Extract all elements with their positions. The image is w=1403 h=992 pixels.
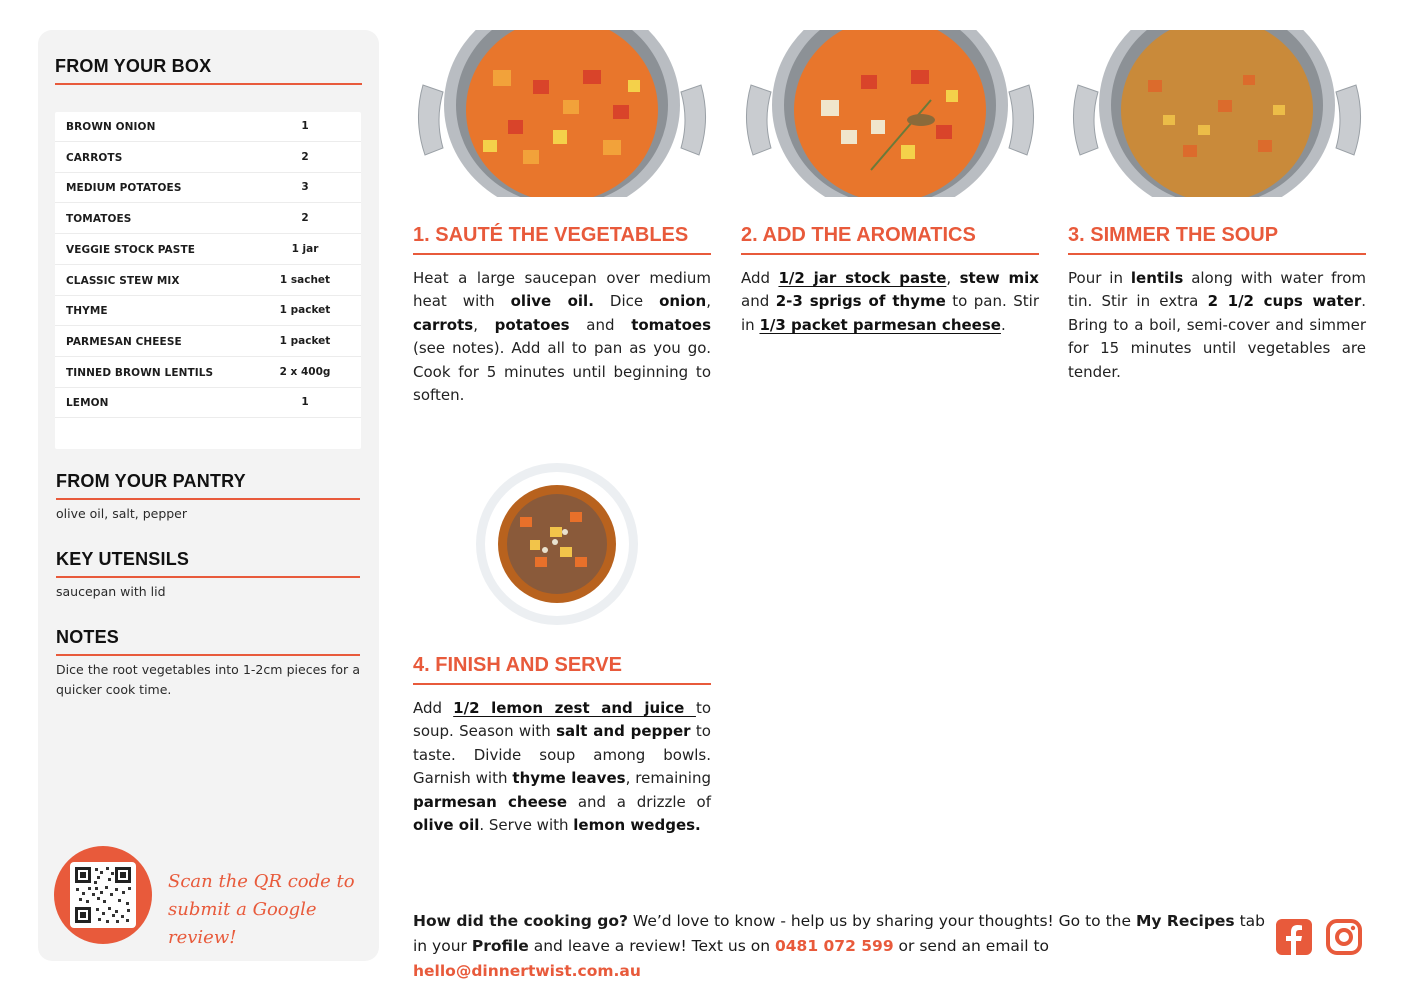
ingredient-qty: 2	[301, 150, 309, 163]
step-3-title: 3. SIMMER THE SOUP	[1068, 224, 1366, 255]
ingredient-qty: 2 x 400g	[279, 365, 331, 378]
instagram-icon[interactable]	[1325, 918, 1363, 956]
ingredients-table	[55, 112, 361, 449]
ingredient-name: PARMESAN CHEESE	[66, 335, 182, 348]
phone-link[interactable]: 0481 072 599	[774, 937, 894, 955]
ingredient-row	[55, 143, 361, 173]
pantry-text: olive oil, salt, pepper	[56, 506, 188, 521]
ingredient-qty: 3	[301, 181, 309, 194]
qr-line-1: Scan the QR code to	[168, 871, 355, 892]
ingredient-qty: 1 packet	[279, 334, 331, 347]
ingredient-qty: 1 jar	[291, 242, 319, 255]
ingredient-row	[55, 358, 361, 388]
step-2-body: Add 1/2 jar stock paste, stew mix and 2-3 sprigs of thyme to pan. Stir in 1/3 packet parmesan cheese.	[741, 269, 1039, 334]
ingredient-row	[55, 173, 361, 203]
utensils-heading: KEY UTENSILS	[56, 549, 360, 578]
ingredient-row	[55, 204, 361, 234]
qr-code-badge[interactable]	[54, 846, 152, 944]
ingredient-name: TINNED BROWN LENTILS	[66, 366, 214, 379]
email-link[interactable]: hello@dinnertwist.com.au	[413, 962, 641, 980]
from-your-box-heading: FROM YOUR BOX	[55, 56, 362, 85]
step-1-title: 1. SAUTÉ THE VEGETABLES	[413, 224, 711, 255]
ingredient-name: VEGGIE STOCK PASTE	[66, 243, 195, 256]
ingredient-row	[55, 388, 361, 418]
ingredient-name: CLASSIC STEW MIX	[66, 274, 180, 287]
step-3-body: Pour in lentils along with water from tin. Stir in extra 2 1/2 cups water. Bring to a boil, semi-cover and simmer for 15 minutes until vegetables are tender.	[1068, 269, 1367, 381]
step-4-image	[475, 462, 639, 626]
step-2-title: 2. ADD THE AROMATICS	[741, 224, 1039, 255]
ingredient-row	[55, 327, 361, 357]
ingredient-row	[55, 112, 361, 142]
qr-code-icon	[70, 862, 136, 928]
step-4-body: Add 1/2 lemon zest and juice to soup. Season with salt and pepper to taste. Divide soup among bowls. Garnish with thyme leaves, remaining parmesan cheese and a drizzle of olive oil. Serve with lemon wedges.	[413, 699, 712, 835]
ingredient-name: MEDIUM POTATOES	[66, 182, 182, 195]
step-2-image	[741, 30, 1039, 197]
ingredient-name: BROWN ONION	[66, 121, 156, 133]
ingredient-row	[55, 266, 361, 296]
ingredient-qty: 1 sachet	[279, 273, 331, 286]
ingredient-name: THYME	[66, 305, 108, 318]
step-4-title: 4. FINISH AND SERVE	[413, 654, 711, 685]
step-1-image	[413, 30, 711, 197]
ingredient-qty: 2	[301, 212, 309, 225]
ingredient-qty: 1	[301, 120, 309, 132]
notes-text: Dice the root vegetables into 1-2cm pieces for a quicker cook time.	[56, 662, 360, 697]
ingredient-qty: 1	[301, 396, 309, 409]
ingredient-row	[55, 296, 361, 326]
step-1-body: Heat a large saucepan over medium heat with olive oil. Dice onion, carrots, potatoes and tomatoes (see notes). Add all to pan as you go. Cook for 5 minutes until beginning to soften.	[413, 269, 711, 405]
feedback-message: How did the cooking go? We’d love to know - help us by sharing your thoughts! Go to the My Recipes tab in your Profile and leave a review! Text us on 0481 072 599 or send an email to hello@dinnertwist.com.au	[413, 912, 1266, 980]
ingredient-name: LEMON	[66, 397, 109, 410]
step-3-image	[1068, 30, 1366, 197]
qr-instructions	[168, 868, 368, 952]
ingredient-row	[55, 235, 361, 265]
ingredient-qty: 1 packet	[279, 304, 331, 317]
ingredient-name: TOMATOES	[66, 213, 132, 226]
facebook-icon[interactable]	[1275, 918, 1313, 956]
qr-line-2: submit a Google review!	[168, 899, 317, 948]
ingredient-name: CARROTS	[66, 151, 123, 164]
utensils-text: saucepan with lid	[56, 584, 166, 599]
notes-heading: NOTES	[56, 627, 360, 656]
pantry-heading: FROM YOUR PANTRY	[56, 471, 360, 500]
qr-code[interactable]	[70, 862, 136, 928]
